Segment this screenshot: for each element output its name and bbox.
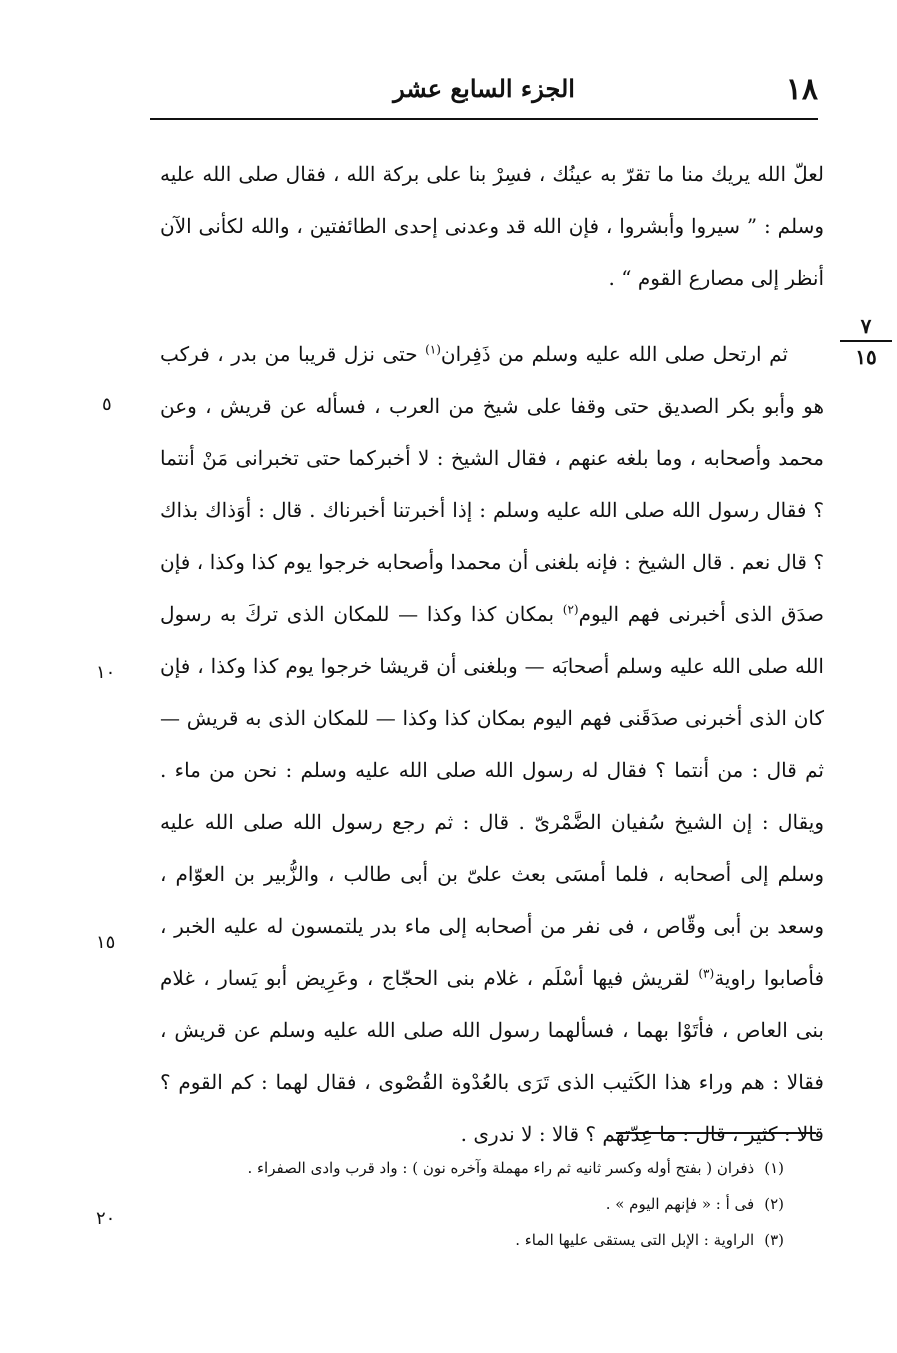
footnote-number: (١)	[764, 1159, 784, 1177]
page-header	[150, 66, 818, 120]
footnote-ref-3[interactable]: (٣)	[698, 966, 715, 981]
paragraph-1: لعلّ الله يريك منا ما تقرّ به عينُك ، فسِرْ بنا على بركة الله ، فقال صلى الله عليه وسلم : ” سيروا وأبشروا ، فإن الله قد وعدنى إحدى الطائفتين ، والله لكأنى الآن أنظر إلى مصارع القوم “ .	[160, 162, 824, 290]
footnote-word-2: اليوم	[578, 602, 620, 626]
paragraph-2-part-a: حتى نزل قريبا من بدر ، فركب هو وأبو بكر الصديق حتى وقفا على شيخ من العرب ، فسأله عن قريش ، وعن محمد وأصحابه ، وما بلغه عنهم ، فقال الشيخ : لا أخبركما حتى تخبرانى مَنْ أنتما ؟ فقال رسول الله صلى الله عليه وسلم : إذا أخبرتنا أخبرناك . قال : أوَذاك بذاك ؟ قال نعم . قال الشيخ : فإنه بلغنى أن محمدا وأصحابه خرجوا يوم كذا وكذا ، فإن صدَق الذى أخبرنى فهم	[160, 342, 824, 626]
line-marker-10: ١٠	[96, 662, 116, 683]
paragraph-2-opening: ثم ارتحل صلى الله عليه وسلم من	[490, 342, 788, 366]
main-text	[160, 148, 824, 1160]
footnote-text: الراوية : الإبل التى يستقى عليها الماء .	[515, 1231, 755, 1249]
line-marker-5: ٥	[102, 394, 112, 415]
footnote-word-3: راوية	[714, 966, 756, 990]
footnote-2	[150, 1186, 784, 1222]
footnote-ref-1[interactable]: (١)	[425, 342, 441, 357]
paragraph-2-part-c: لقريش فيها أسْلَم ، غلام بنى الحجّاج ، وعَرِيض أبو يَسار ، غلام بنى العاص ، فأتَوْا بهما ، فسألهما رسول الله صلى الله عليه وسلم عن قريش ، فقالا : هم وراء هذا الكَثيب الذى تَرَى بالعُدْوة القُصْوى ، فقال لهما : كم القوم ؟ قالا : كثير ، قال : ما عِدّتهم ؟ قالا : لا ندرى .	[160, 966, 824, 1146]
side-note-divider	[840, 340, 892, 342]
line-marker-15: ١٥	[96, 932, 116, 953]
paragraph-2-part-b: بمكان كذا وكذا — للمكان الذى تركَ به رسول الله صلى الله عليه وسلم أصحابَه — وبلغنى أن قريشا خرجوا يوم كذا وكذا ، فإن كان الذى أخبرنى صدَقَنى فهم اليوم بمكان كذا وكذا — للمكان الذى به قريش — ثم قال : من أنتما ؟ فقال له رسول الله صلى الله عليه وسلم : نحن من ماء . ويقال : إن الشيخ سُفيان الضَّمْرىّ . قال : ثم رجع رسول الله صلى الله عليه وسلم إلى أصحابه ، فلما أمسَى بعث علىّ بن أبى طالب ، والزُّبير بن العوّام ، وسعد بن أبى وقّاص ، فى نفر من أصحابه إلى ماء بدر يلتمسون له عليه الخبر ، فأصابوا	[160, 602, 824, 990]
footnote-3	[150, 1222, 784, 1258]
footnote-separator	[616, 1132, 816, 1134]
line-marker-20: ٢٠	[96, 1208, 116, 1229]
footnote-text: ذفران ( بفتح أوله وكسر ثانيه ثم راء مهملة وآخره نون ) : واد قرب وادى الصفراء .	[247, 1159, 755, 1177]
footnote-ref-2[interactable]: (٢)	[562, 602, 579, 617]
footnote-number: (٣)	[764, 1231, 784, 1249]
footnote-1	[150, 1150, 784, 1186]
footnote-number: (٢)	[764, 1195, 784, 1213]
paragraph-2	[160, 328, 824, 1160]
footnote-text: فى أ : « فإنهم اليوم » .	[605, 1195, 755, 1213]
footnotes	[150, 1150, 784, 1258]
page-number: ١٨	[785, 72, 818, 107]
side-reference-note	[840, 314, 892, 370]
footnote-word-1: ذَفِران	[440, 342, 491, 366]
side-note-bottom: ١٥	[855, 345, 877, 369]
side-note-top: ٧	[860, 314, 872, 338]
running-title: الجزء السابع عشر	[393, 74, 575, 103]
